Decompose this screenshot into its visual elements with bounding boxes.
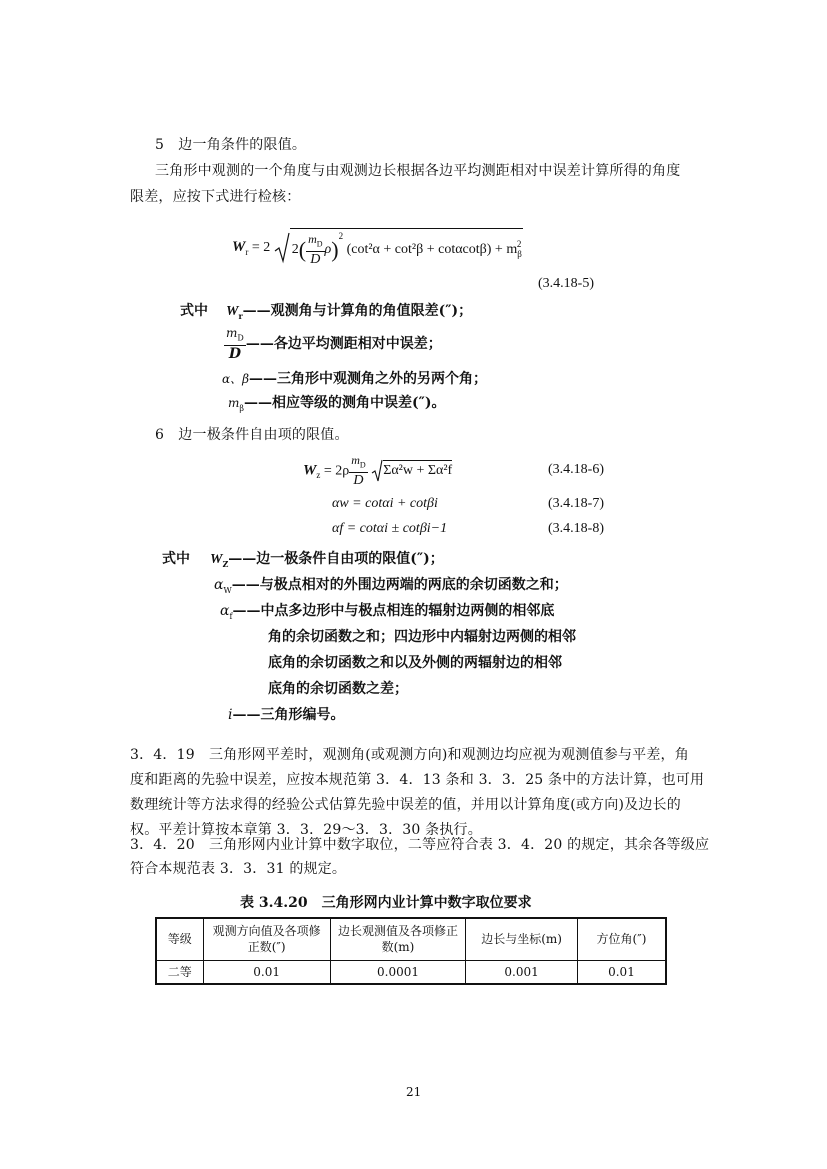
table-row [156, 960, 666, 984]
table-header-cell: 边长与坐标(m) [466, 918, 578, 960]
precision-table [155, 917, 667, 985]
formula-3-4-18-8: αf = cotαi ± cotβi−1 [332, 521, 448, 536]
def-i: i——三角形编号。 [228, 707, 345, 723]
clause-3-4-19-line2: 度和距离的先验中误差，应按本规范第 3．4．13 条和 3．3．25 条中的方法计算，也可用 [130, 772, 705, 788]
table-cell: 0.01 [203, 960, 330, 984]
def-md-over-d: $\frac{m_D}{D}$ ——各边平均测距相对中误差； [226, 326, 442, 363]
table-header-row [156, 918, 666, 960]
formula-number-6: (3.4.18-6) [548, 462, 604, 477]
clause-3-4-20-line2: 符合本规范表 3．3．31 的规定。 [130, 861, 347, 877]
table-cell: 0.001 [466, 960, 578, 984]
def-wz: $W_Z——$边一极条件自由项的限值(″)； [210, 551, 444, 569]
table-cell: 二等 [156, 960, 203, 984]
item5-paragraph-line2: 限差，应按下式进行检核： [130, 189, 301, 205]
def-wr: $W_r——$观测角与计算角的角值限差(″)； [226, 303, 473, 321]
item5-paragraph-line1: 三角形中观测的一个角度与由观测边长根据各边平均测距相对中误差计算所得的角度 [155, 163, 681, 179]
where-label-6: 式中 [162, 551, 190, 567]
clause-3-4-19-line4: 权。平差计算按本章第 3．3．29～3．3．30 条执行。 [130, 822, 482, 838]
sqrt-sign-icon [274, 231, 290, 265]
page-number: 21 [406, 1085, 422, 1099]
formula-number-8: (3.4.18-8) [548, 521, 604, 536]
def-alpha-f-cont2: 底角的余切函数之和以及外侧的两辐射边的相邻 [268, 655, 562, 671]
def-alpha-f-cont3: 底角的余切函数之差； [268, 681, 408, 697]
formula-3-4-18-7: αw = cotαi + cotβi [332, 496, 438, 511]
table-cell: 0.0001 [330, 960, 465, 984]
clause-3-4-19-line3: 数理统计等方法求得的经验公式估算先验中误差的值，并用以计算角度(或方向)及边长的 [130, 797, 681, 813]
formula-3-4-18-5: $W_r = 2$ 2( $\frac{m_D}{D}$ ρ)$^2$ $(\cot^2\alpha + \cot^2\beta + \cot\alpha\cot\beta) + m_\beta^2$ [232, 228, 523, 268]
def-alpha-beta: α、β——三角形中观测角之外的另两个角； [222, 371, 488, 387]
table-title: 表 3.4.20 三角形网内业计算中数字取位要求 [240, 895, 532, 911]
where-label-5: 式中 [180, 303, 208, 319]
item6-heading: 6 边一极条件自由项的限值。 [155, 427, 349, 443]
clause-3-4-20-line1: 3．4．20 三角形网内业计算中数字取位，二等应符合表 3．4．20 的规定，其余各等级应 [130, 837, 710, 853]
def-alpha-f: $\alpha_f——$中点多边形中与极点相连的辐射边两侧的相邻底 [220, 603, 555, 621]
item5-heading: 5 边一角条件的限值。 [155, 137, 307, 153]
formula-number-7: (3.4.18-7) [548, 496, 604, 511]
def-alpha-w: $\alpha_W——$与极点相对的外围边两端的两底的余切函数之和； [214, 577, 568, 595]
table-header-cell: 方位角(″) [577, 918, 666, 960]
table-cell: 0.01 [577, 960, 666, 984]
table-header-cell: 等级 [156, 918, 203, 960]
table-header-cell: 观测方向值及各项修正数(″) [203, 918, 330, 960]
formula-3-4-18-6: $W_z = 2\rho$ $\frac{m_D}{D}$ Σα²w + Σα²f [303, 453, 453, 489]
formula-number-5: (3.4.18-5) [538, 276, 594, 291]
table-header-cell: 边长观测值及各项修正数(m) [330, 918, 465, 960]
clause-3-4-19-line1: 3．4．19 三角形网平差时，观测角(或观测方向)和观测边均应视为观测值参与平差，角 [130, 747, 689, 763]
sqrt-sign-icon [371, 458, 383, 484]
def-m-beta: $m_\beta——$相应等级的测角中误差(″)。 [228, 395, 446, 413]
def-alpha-f-cont1: 角的余切函数之和；四边形中内辐射边两侧的相邻 [268, 629, 576, 645]
